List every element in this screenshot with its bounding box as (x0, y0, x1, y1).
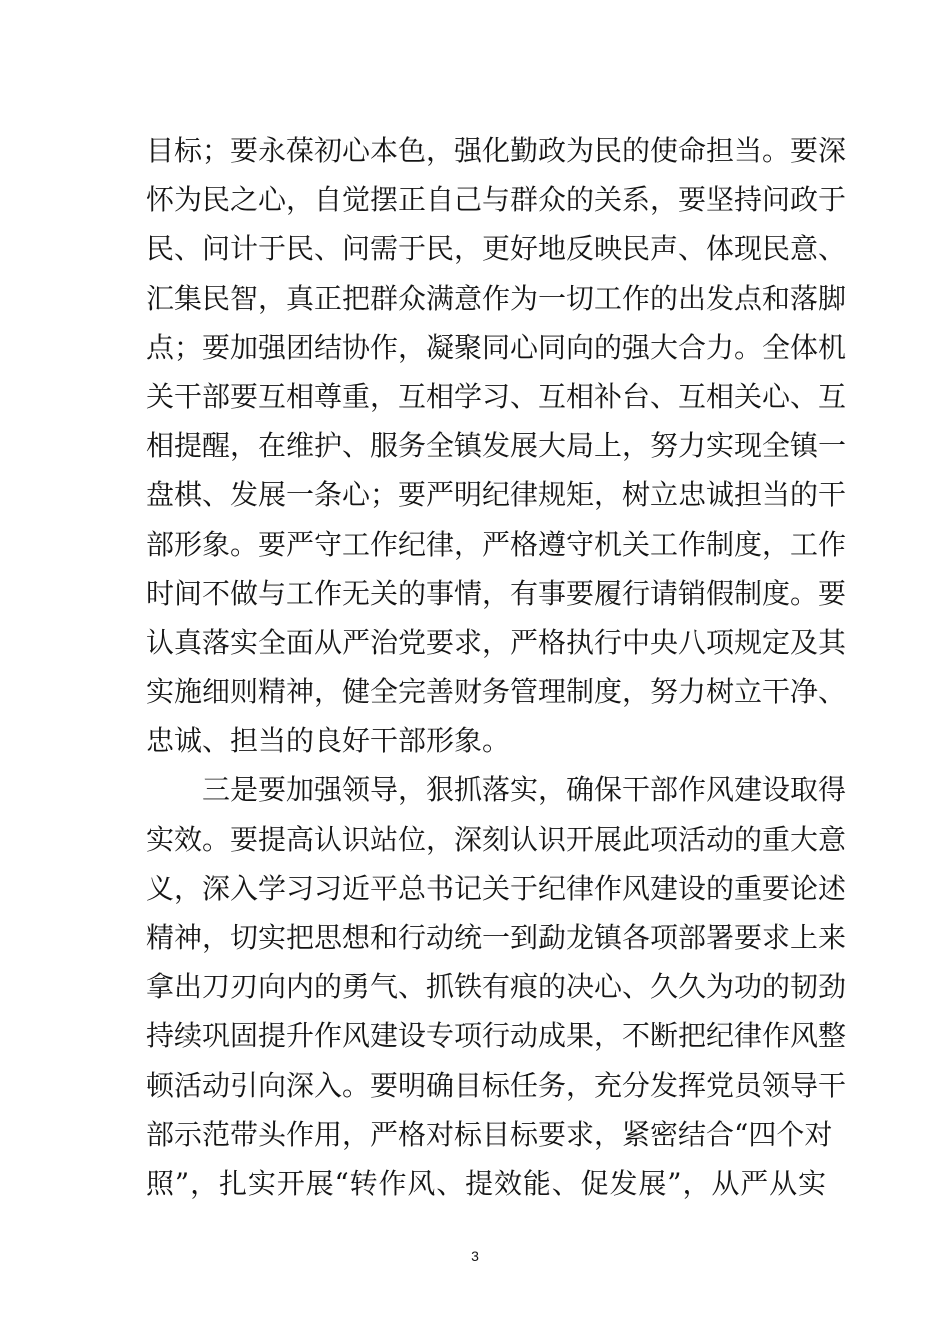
text-line: 实效。要提高认识站位，深刻认识开展此项活动的重大意 (146, 822, 847, 856)
text-line: 拿出刀刃向内的勇气、抓铁有痕的决心、久久为功的韧劲 (146, 970, 847, 1004)
text-line: 顿活动引向深入。要明确目标任务，充分发挥党员领导干 (146, 1068, 847, 1102)
page-number: 3 (471, 1248, 479, 1264)
text-line: 认真落实全面从严治党要求，严格执行中央八项规定及其 (146, 625, 847, 659)
text-line: 部示范带头作用，严格对标目标要求，紧密结合“四个对 (146, 1117, 833, 1151)
text-line: 盘棋、发展一条心；要严明纪律规矩，树立忠诚担当的干 (146, 478, 847, 512)
text-line: 民、问计于民、问需于民，更好地反映民声、体现民意、 (146, 232, 847, 266)
text-line: 时间不做与工作无关的事情，有事要履行请销假制度。要 (146, 576, 847, 610)
paragraph-end-line: 忠诚、担当的良好干部形象。 (146, 724, 511, 758)
text-line: 实施细则精神，健全完善财务管理制度，努力树立干净、 (146, 675, 847, 709)
text-line: 怀为民之心，自觉摆正自己与群众的关系，要坚持问政于 (146, 183, 847, 217)
text-line: 目标；要永葆初心本色，强化勤政为民的使命担当。要深 (146, 134, 847, 167)
text-line: 部形象。要严守工作纪律，严格遵守机关工作制度，工作 (146, 527, 847, 561)
text-line: 精神，切实把思想和行动统一到勐龙镇各项部署要求上来 (146, 921, 847, 954)
text-line: 义，深入学习习近平总书记关于纪律作风建设的重要论述 (146, 871, 847, 905)
body-text (146, 126, 847, 1208)
text-line: 汇集民智，真正把群众满意作为一切工作的出发点和落脚 (146, 281, 847, 315)
paragraph-start-line: 三是要加强领导，狠抓落实，确保干部作风建设取得 (202, 773, 847, 807)
text-line: 照”，扎实开展“转作风、提效能、促发展”，从严从实 (146, 1166, 826, 1200)
text-line: 点；要加强团结协作，凝聚同心同向的强大合力。全体机 (146, 330, 847, 364)
text-line: 相提醒，在维护、服务全镇发展大局上，努力实现全镇一 (146, 429, 847, 463)
text-line: 持续巩固提升作风建设专项行动成果，不断把纪律作风整 (146, 1019, 847, 1053)
text-line: 关干部要互相尊重，互相学习、互相补台、互相关心、互 (146, 379, 847, 413)
